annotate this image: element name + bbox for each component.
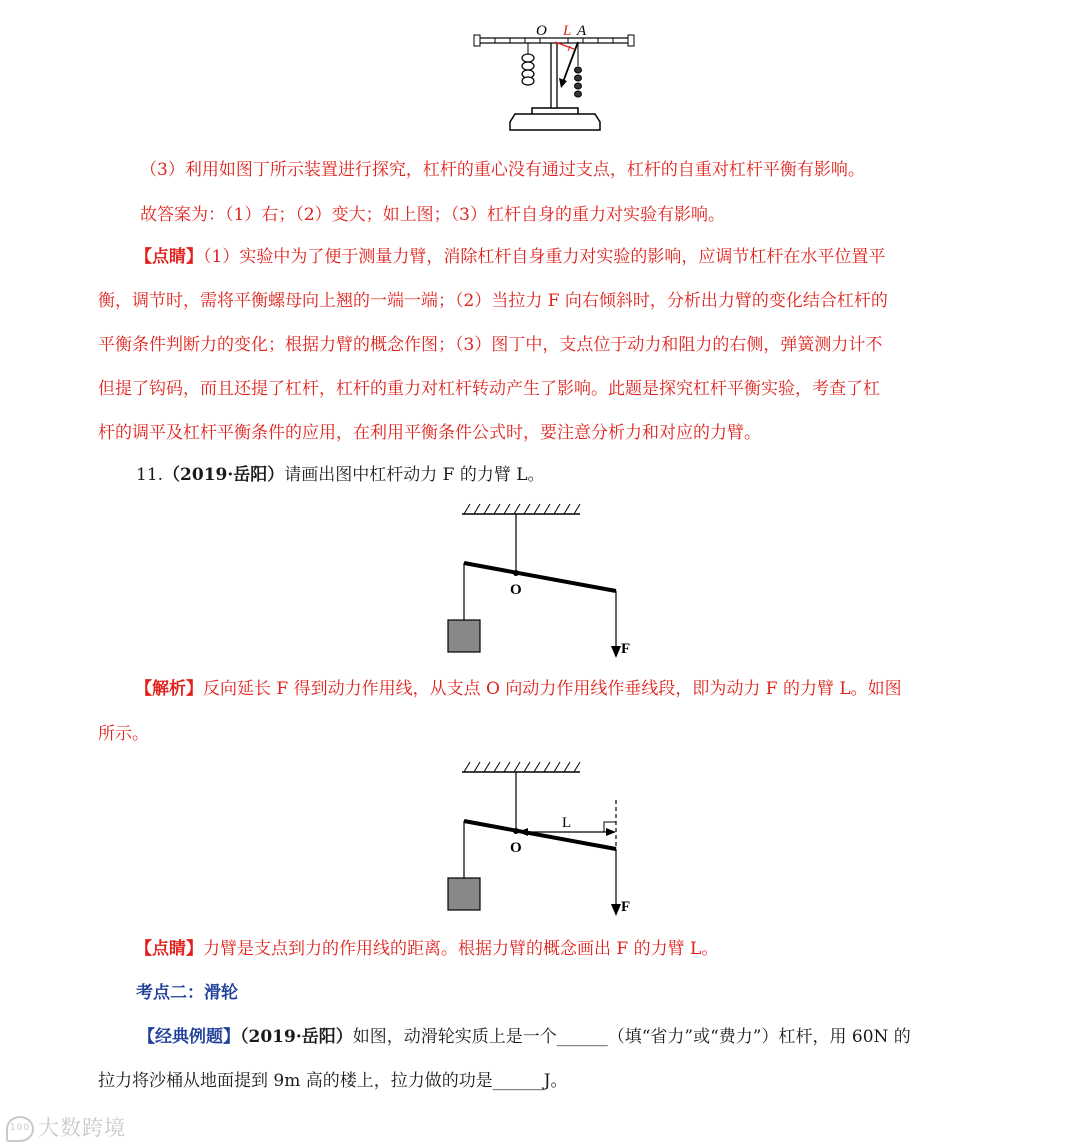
dianjing1-tag: 【点睛】 [135,247,203,267]
answer-text: 故答案为：（1）右；（2）变大；如上图；（3）杠杆自身的重力对实验有影响。 [140,205,725,225]
dianjing1-line1: 【点睛】（1）实验中为了便于测量力臂，消除杠杆自身重力对实验的影响，应调节杠杆在水平位置平 [135,247,886,267]
dianjing1-line5: 杆的调平及杠杆平衡条件的应用，在利用平衡条件公式时，要注意分析力和对应的力臂。 [98,423,761,443]
label-F: F [621,641,631,657]
label-O: O [510,840,522,856]
label-L: L [562,815,572,831]
dianjing2-tag: 【点睛】 [135,939,203,959]
dianjing2: 【点睛】力臂是支点到力的作用线的距离。根据力臂的概念画出 F 的力臂 L。 [135,939,719,959]
example-line2: 拉力将沙桶从地面提到 9m 高的楼上，拉力做的功是______J。 [98,1071,568,1091]
kaodian-heading: 考点二：滑轮 [136,983,238,1003]
label-O: O [536,23,547,39]
question-lever-figure [440,500,640,665]
watermark: 100 大数跨境 [6,1112,126,1142]
dianjing1-line3: 平衡条件判断力的变化；根据力臂的概念作图；（3）图丁中，支点位于动力和阻力的右侧，弹簧测力计不 [98,335,883,355]
lever-apparatus-figure [470,18,645,136]
label-F: F [621,899,631,915]
dianjing1-line2: 衡，调节时，需将平衡螺母向上翘的一端一端；（2）当拉力 F 向右倾斜时，分析出力臂的变化结合杠杆的 [98,291,888,311]
jiexi-tag: 【解析】 [135,679,203,699]
label-O: O [510,582,522,598]
example-tag: 【经典例题】 [138,1027,240,1047]
part3-text: （3）利用如图丁所示装置进行探究，杠杆的重心没有通过支点，杠杆的自重对杠杆平衡有影响。 [140,160,865,180]
example-line1: 【经典例题】（2019·岳阳）如图，动滑轮实质上是一个______（填“省力”或“费力”）杠杆，用 60N 的 [138,1027,911,1047]
watermark-logo-icon: 100 [6,1116,34,1142]
jiexi-line1: 【解析】反向延长 F 得到动力作用线，从支点 O 向动力作用线作垂线段，即为动力 F 的力臂 L。如图 [135,679,902,699]
dianjing1-line4: 但提了钩码，而且还提了杠杆，杠杆的重力对杠杆转动产生了影响。此题是探究杠杆平衡实验，考查了杠 [98,379,880,399]
label-A: A [577,23,587,39]
jiexi-line2: 所示。 [98,724,149,744]
label-L: L [563,23,572,39]
answer-lever-figure [440,758,640,923]
question-11: 11.（2019·岳阳）请画出图中杠杆动力 F 的力臂 L。 [136,465,545,485]
